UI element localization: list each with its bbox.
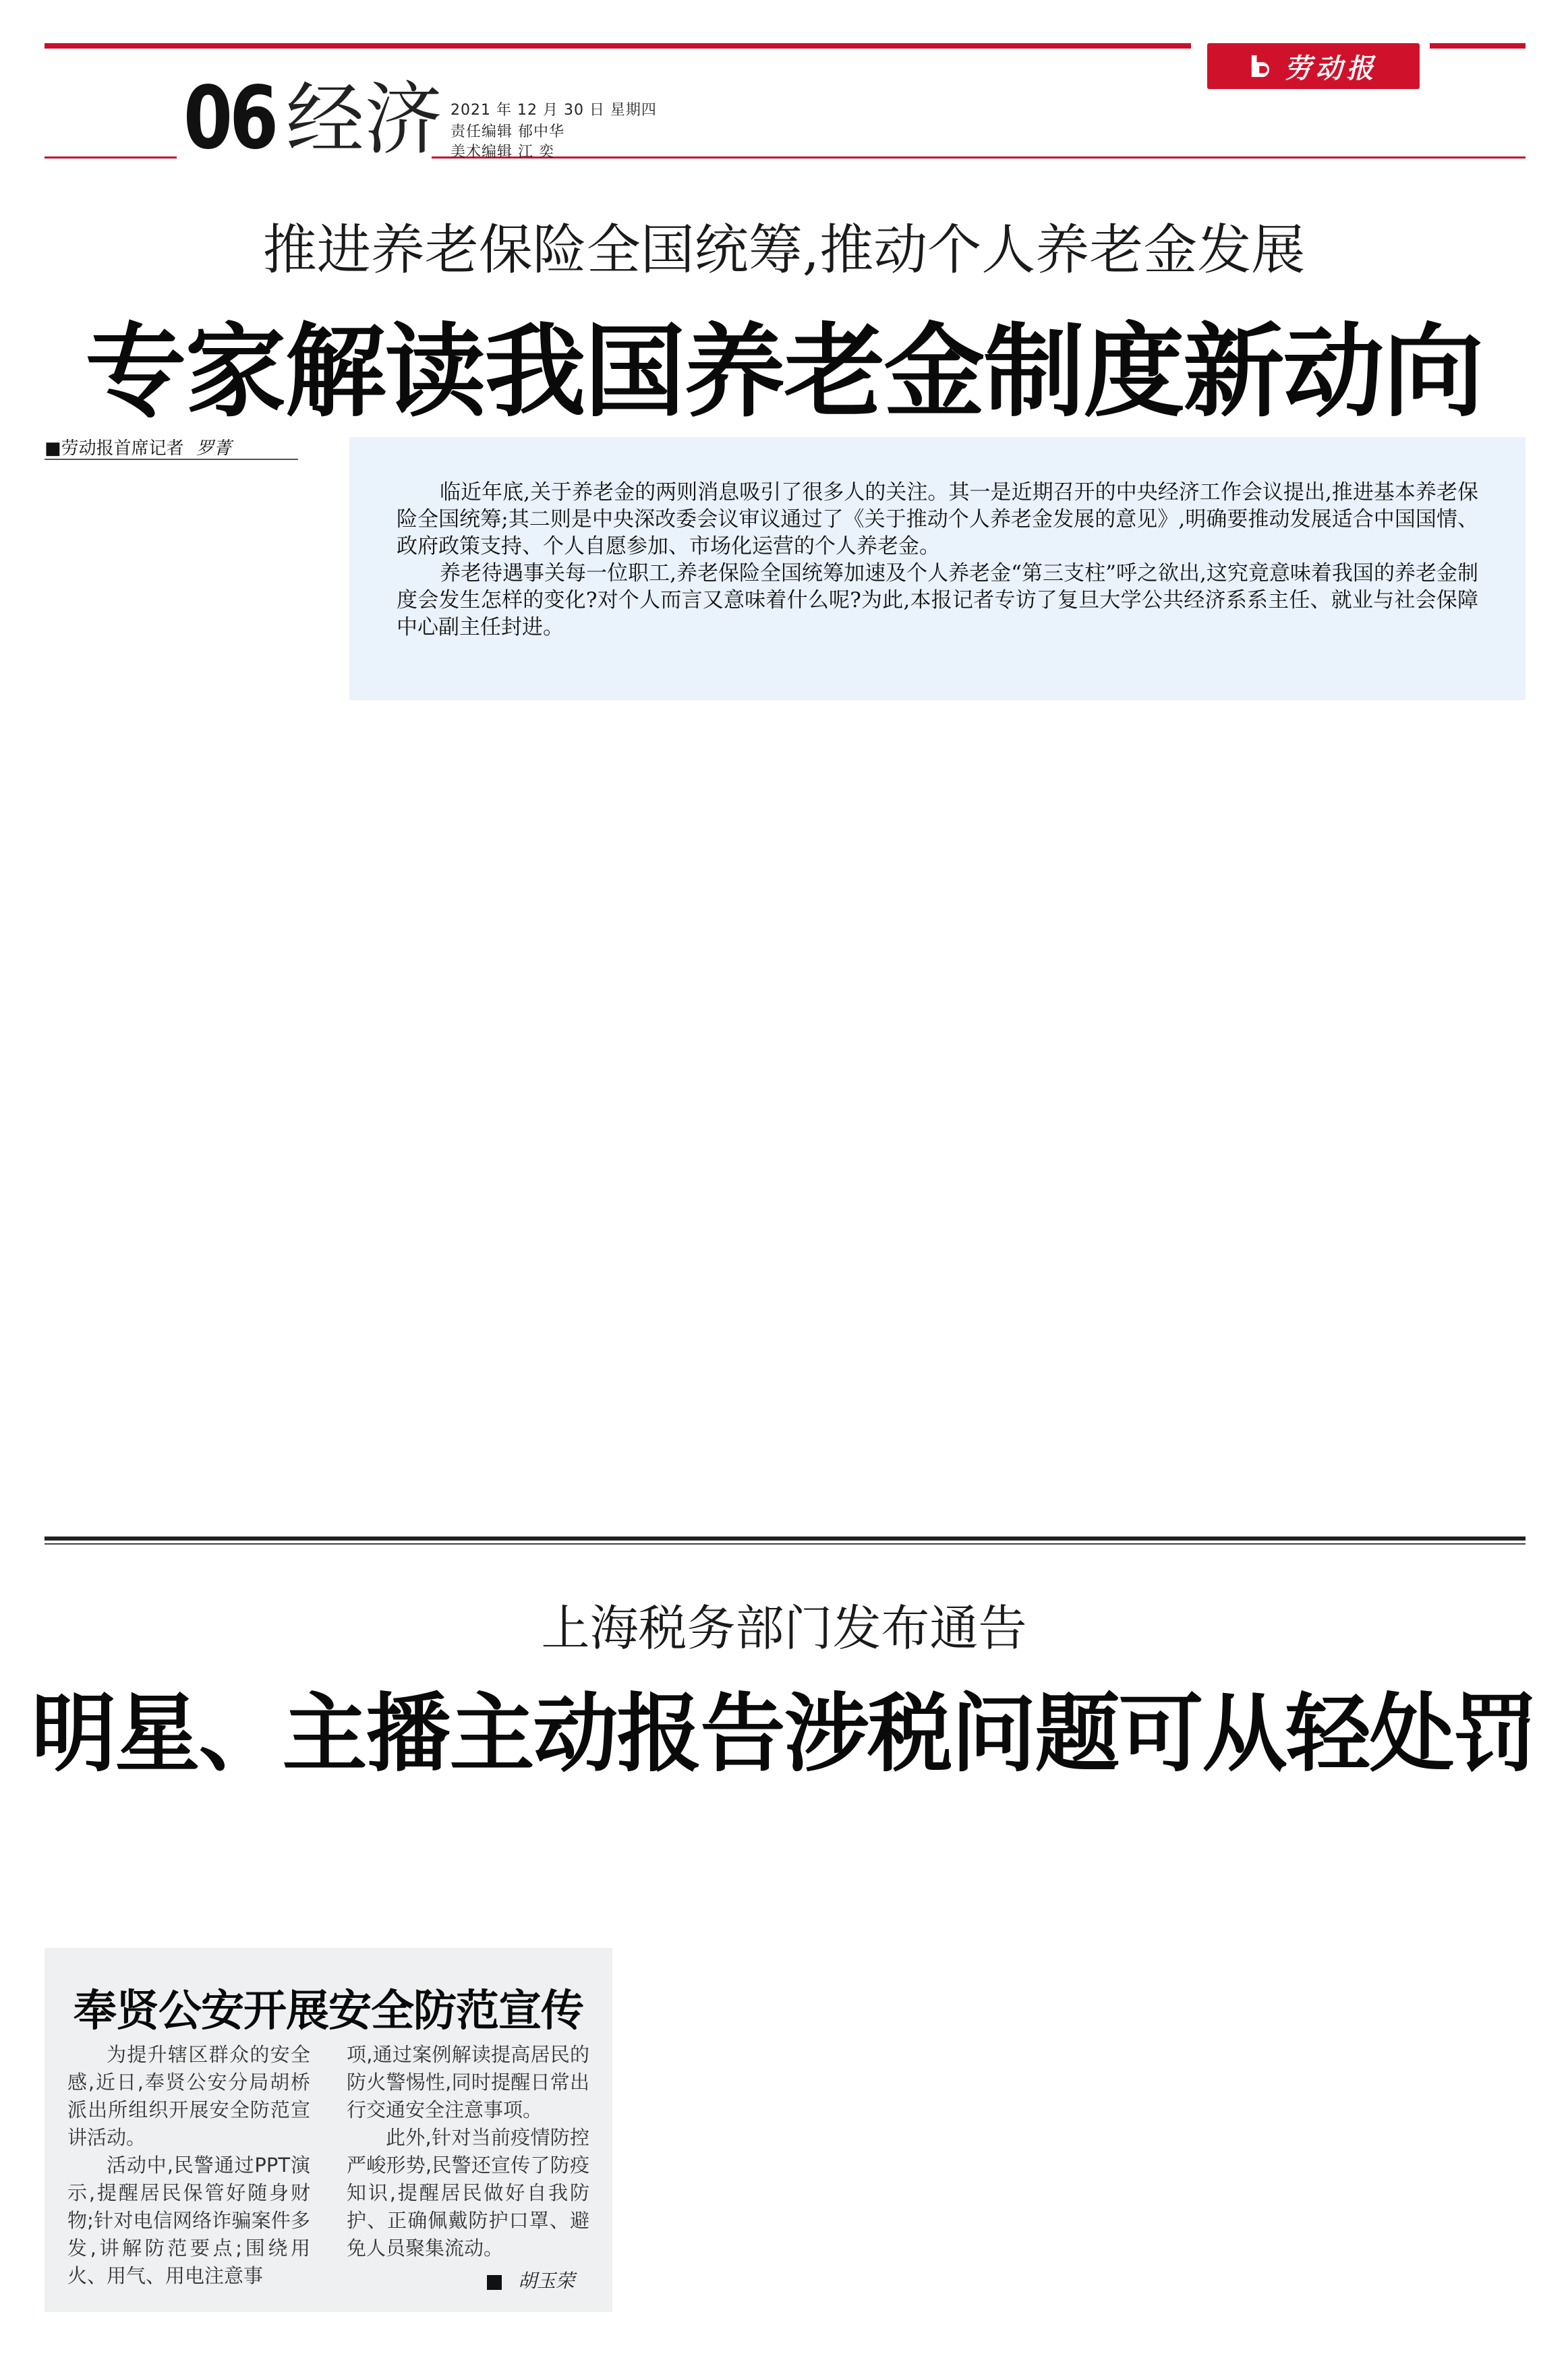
art-editor-line: 美术编辑 江 奕 [451, 144, 554, 161]
header-rule-right [432, 156, 1526, 159]
lead-paragraph: 养老待遇事关每一位职工,养老保险全国统筹加速及个人养老金“第三支柱”呼之欲出,这究竟意味着我国的养老金制度会发生怎样的变化?对个人而言又意味着什么呢?为此,本报记者专访了复旦大学公共经济系系主任、就业与社会保障中心副主任封进。 [397, 561, 1478, 639]
brief-column-2 [347, 2041, 589, 2262]
header-top-rule-right [1430, 43, 1526, 49]
byline-name: 罗菁 [196, 438, 231, 459]
section-title: 经济 [286, 74, 442, 165]
newspaper-logo [1207, 43, 1420, 89]
second-kicker: 上海税务部门发布通告 [541, 1600, 1027, 1657]
credit-square-icon [487, 2275, 502, 2290]
editor-line: 责任编辑 郁中华 [451, 123, 564, 140]
brief-column-1 [67, 2041, 310, 2290]
second-headline: 明星、主播主动报告涉税问题可从轻处罚 [31, 1684, 1537, 1783]
logo-mark-icon [1250, 53, 1275, 79]
brief-credit [487, 2266, 575, 2293]
byline-rule [45, 459, 298, 460]
header-rule-left [45, 156, 177, 159]
brief-headline: 奉贤公安开展安全防范宣传 [74, 1986, 583, 2036]
header-top-rule-left [45, 43, 1191, 49]
brief-paragraph: 活动中,民警通过PPT演示,提醒居民保管好随身财物;针对电信网络诈骗案件多发,讲解防范要点;围绕用火、用气、用电注意事 [67, 2154, 310, 2287]
page-number: 06 [183, 68, 276, 169]
brief-paragraph: 此外,针对当前疫情防控严峻形势,民警还宣传了防疫知识,提醒居民做好自我防护、正确佩戴防护口罩、避免人员聚集流动。 [347, 2126, 589, 2260]
brief-paragraph: 为提升辖区群众的安全感,近日,奉贤公安分局胡桥派出所组织开展安全防范宣讲活动。 [67, 2043, 310, 2149]
date-line: 2021 年 12 月 30 日 星期四 [451, 102, 657, 119]
section-divider-thick [45, 1536, 1526, 1541]
byline-prefix: ■劳动报首席记者 [45, 438, 184, 459]
section-divider-thin [45, 1543, 1526, 1545]
brief-paragraph: 项,通过案例解读提高居民的防火警惕性,同时提醒日常出行交通安全注意事项。 [347, 2043, 589, 2121]
lead-summary-box [349, 437, 1526, 700]
brief-credit-name: 胡玉荣 [518, 2270, 575, 2292]
lead-paragraph: 临近年底,关于养老金的两则消息吸引了很多人的关注。其一是近期召开的中央经济工作会议提出,推进基本养老保险全国统筹;其二则是中央深改委会议审议通过了《关于推动个人养老金发展的意见》,明确要推动发展适合中国国情、政府政策支持、个人自愿参加、市场化运营的个人养老金。 [397, 480, 1478, 558]
newspaper-name: 劳动报 [1284, 52, 1378, 84]
lead-headline: 专家解读我国养老金制度新动向 [85, 312, 1483, 431]
lead-byline [45, 434, 231, 459]
lead-kicker: 推进养老保险全国统筹,推动个人养老金发展 [262, 219, 1306, 281]
